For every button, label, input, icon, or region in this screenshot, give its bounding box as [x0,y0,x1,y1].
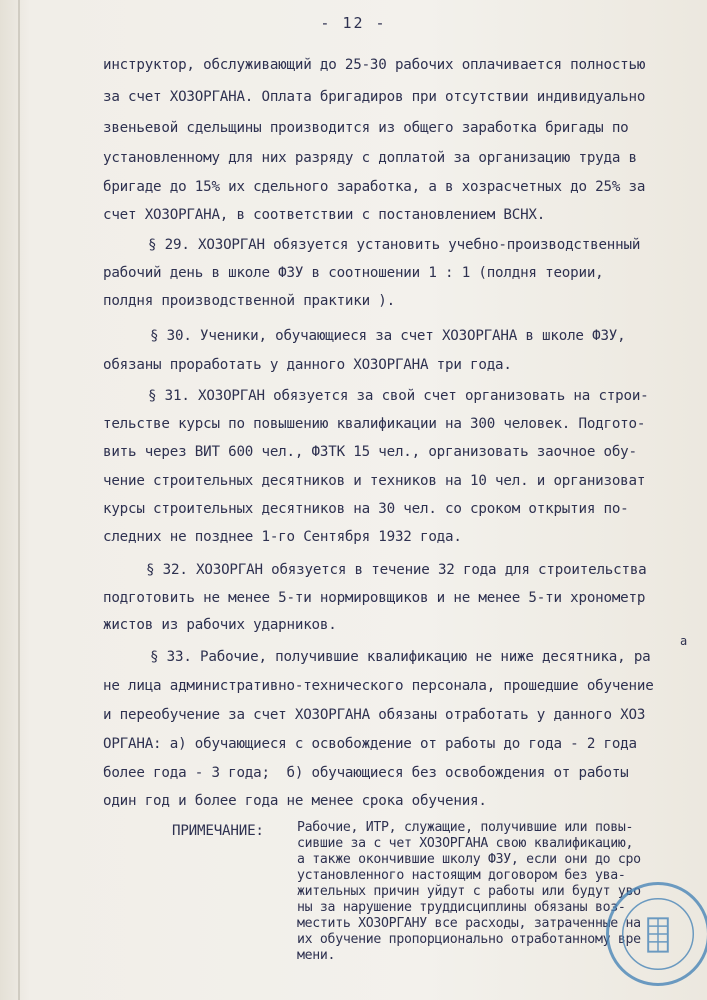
text-line: ОРГАНА: а) обучающиеся с освобождение от работы до года - 2 года [103,736,637,752]
note-line: а также окончившие школу ФЗУ, если они до сро [297,852,641,867]
text-line: счет ХОЗОРГАНА, в соответствии с постановлением ВСНХ. [103,207,546,223]
paragraph-31-line: § 31. ХОЗОРГАН обязуется за свой счет организовать на строи- [148,388,649,404]
note-line: сившие за с чет ХОЗОРГАНА свою квалификацию, [297,836,634,851]
text-line: чение строительных десятников и техников на 10 чел. и организоват [103,473,646,489]
paragraph-29-line: § 29. ХОЗОРГАН обязуется установить учебно-производственный [148,237,641,253]
note-line: местить ХОЗОРГАНУ все расходы, затраченные на [297,916,641,931]
text-line: полдня производственной практики ). [103,293,395,309]
text-line: звеньевой сдельщины производится из общего заработка бригады по [103,120,629,136]
text-line: установленному для них разряду с доплатой за организацию труда в [103,150,637,166]
note-line: мени. [297,948,336,963]
text-line: один год и более года не менее срока обучения. [103,793,487,809]
note-label: ПРИМЕЧАНИЕ: [172,823,264,839]
note-line: их обучение пропорционально отработанному вре [297,932,641,947]
text-line: рабочий день в школе ФЗУ в соотношении 1 : 1 (полдня теории, [103,265,604,281]
paragraph-32-line: § 32. ХОЗОРГАН обязуется в течение 32 года для строительства [146,562,647,578]
text-line: следних не позднее 1-го Сентября 1932 года. [103,529,462,545]
text-line: за счет ХОЗОРГАНА. Оплата бригадиров при отсутствии индивидуально [103,89,646,105]
note-line: Рабочие, ИТР, служащие, получившие или повы- [297,820,634,835]
archive-stamp [606,882,707,986]
text-line: обязаны проработать у данного ХОЗОРГАНА три года. [103,357,512,373]
paragraph-33-line: § 33. Рабочие, получившие квалификацию не ниже десятника, ра [150,649,651,665]
page-number: - 12 - [320,14,387,32]
text-line: подготовить не менее 5-ти нормировщиков и не менее 5-ти хронометр [103,590,646,606]
text-line: жистов из рабочих ударников. [103,617,337,633]
handwritten-superscript: а [680,634,688,648]
note-line: ны за нарушение труддисциплины обязаны воз- [297,900,626,915]
text-line: не лица административно-технического персонала, прошедшие обучение [103,678,654,694]
text-line: более года - 3 года; б) обучающиеся без освобождения от работы [103,765,629,781]
text-line: вить через ВИТ 600 чел., ФЗТК 15 чел., организовать заочное обу- [103,444,637,460]
note-line: установленного настоящим договором без ува- [297,868,626,883]
text-line: бригаде до 15% их сдельного заработка, а в хозрасчетных до 25% за [103,179,646,195]
note-line: жительных причин уйдут с работы или будут уво [297,884,641,899]
text-line: и переобучение за счет ХОЗОРГАНА обязаны отработать у данного ХОЗ [103,707,646,723]
text-line: инструктор, обслуживающий до 25-30 рабочих оплачивается полностью [103,57,646,73]
text-line: курсы строительных десятников на 30 чел. со сроком открытия по- [103,501,629,517]
page-edge-line [18,0,20,1000]
paragraph-30-line: § 30. Ученики, обучающиеся за счет ХОЗОРГАНА в школе ФЗУ, [150,328,626,344]
archive-stamp-icon [609,885,707,983]
text-line: тельстве курсы по повышению квалификации на 300 человек. Подгото- [103,416,646,432]
